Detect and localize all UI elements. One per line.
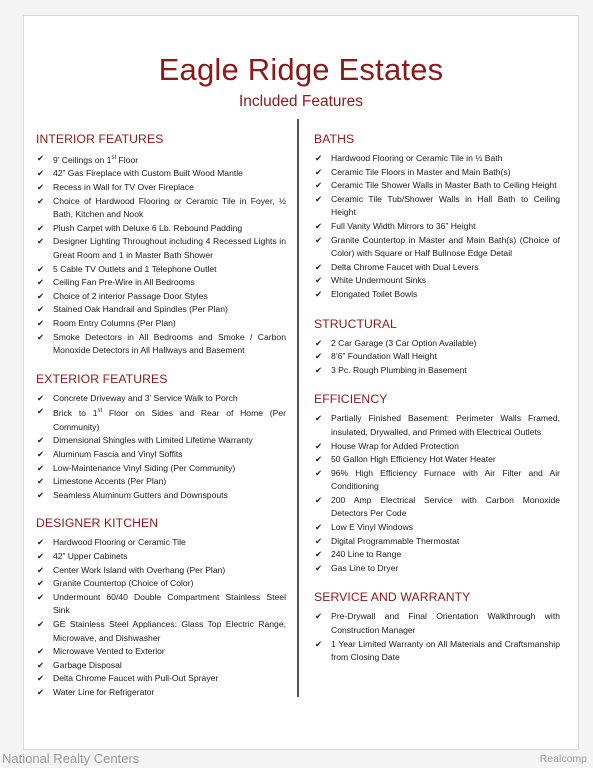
- designer-kitchen-section: [36, 516, 286, 699]
- section-title: DESIGNER KITCHEN: [36, 516, 159, 531]
- mls-watermark: Realcomp: [539, 753, 587, 765]
- checkmark-icon: ✔: [37, 618, 45, 629]
- checkmark-icon: ✔: [315, 166, 323, 177]
- feature-item: [36, 303, 286, 317]
- checkmark-icon: ✔: [315, 562, 323, 573]
- feature-item: [36, 290, 286, 304]
- checkmark-icon: ✔: [37, 578, 45, 589]
- service-warranty-section: [314, 590, 560, 664]
- checkmark-icon: ✔: [37, 168, 45, 179]
- feature-item: [314, 412, 560, 439]
- checkmark-icon: ✔: [37, 646, 45, 657]
- exterior-features-section: [36, 372, 286, 503]
- feature-text: Room Entry Columns (Per Plan): [53, 317, 176, 328]
- feature-item: [36, 235, 286, 262]
- checkmark-icon: ✔: [37, 195, 45, 206]
- feature-text: Delta Chrome Faucet with Dual Levers: [331, 261, 479, 272]
- feature-item: [314, 610, 560, 637]
- checkmark-icon: ✔: [37, 476, 45, 487]
- feature-item: [314, 193, 560, 220]
- checkmark-icon: ✔: [37, 686, 45, 697]
- feature-item: [314, 166, 560, 180]
- feature-text: Granite Countertop (Choice of Color): [53, 578, 194, 589]
- feature-text: Seamless Aluminum Gutters and Downspouts: [53, 489, 228, 500]
- feature-text: Plush Carpet with Deluxe 6 Lb. Rebound Padding: [53, 222, 243, 233]
- checkmark-icon: ✔: [315, 275, 323, 286]
- checkmark-icon: ✔: [37, 462, 45, 473]
- checkmark-icon: ✔: [315, 467, 323, 478]
- right-column: [314, 120, 560, 665]
- checkmark-icon: ✔: [315, 364, 323, 375]
- checkmark-icon: ✔: [315, 180, 323, 191]
- feature-text: White Undermount Sinks: [331, 275, 427, 286]
- checkmark-icon: ✔: [37, 550, 45, 561]
- feature-item: [314, 234, 560, 261]
- section-title: EFFICIENCY: [314, 392, 388, 407]
- feature-item: [314, 152, 560, 166]
- checkmark-icon: ✔: [37, 222, 45, 233]
- checkmark-icon: ✔: [37, 331, 45, 342]
- feature-text: Gas Line to Dryer: [331, 562, 399, 573]
- checkmark-icon: ✔: [315, 522, 323, 533]
- feature-item: [314, 548, 560, 562]
- left-column: [36, 120, 286, 700]
- feature-text: 8’6” Foundation Wall Height: [331, 351, 437, 362]
- feature-text: Stained Oak Handrail and Spindles (Per Plan): [53, 304, 228, 315]
- feature-text: 5 Cable TV Outlets and 1 Telephone Outlet: [53, 263, 217, 274]
- checkmark-icon: ✔: [37, 591, 45, 602]
- baths-section: [314, 132, 560, 302]
- feature-item: [36, 475, 286, 489]
- feature-item: [314, 261, 560, 275]
- checkmark-icon: ✔: [315, 261, 323, 272]
- checkmark-icon: ✔: [315, 454, 323, 465]
- section-title: BATHS: [314, 132, 355, 146]
- feature-item: [36, 672, 286, 686]
- feature-text: Ceramic Tile Floors in Master and Main Bath(s): [331, 166, 511, 177]
- feature-item: [36, 645, 286, 659]
- checkmark-icon: ✔: [315, 638, 323, 649]
- section-title: EXTERIOR FEATURES: [36, 371, 168, 386]
- feature-text: 1 Year Limited Warranty on All Materials and Craftsmanship from Closing Date: [331, 638, 560, 663]
- checkmark-icon: ✔: [315, 494, 323, 505]
- feature-text: Designer Lighting Throughout including 4 Recessed Lights in Great Room and 1 in Master Bath Shower: [53, 236, 286, 261]
- feature-item: [314, 179, 560, 193]
- checkmark-icon: ✔: [37, 673, 45, 684]
- feature-item: [314, 494, 560, 521]
- feature-item: [36, 591, 286, 618]
- efficiency-section: [314, 392, 560, 575]
- feature-item: [314, 535, 560, 549]
- feature-text: 42” Gas Fireplace with Custom Built Wood Mantle: [53, 168, 243, 179]
- feature-item: [314, 453, 560, 467]
- section-title: INTERIOR FEATURES: [36, 132, 164, 146]
- checkmark-icon: ✔: [315, 193, 323, 204]
- checkmark-icon: ✔: [315, 351, 323, 362]
- interior-features-section: [36, 132, 286, 358]
- checkmark-icon: ✔: [315, 535, 323, 546]
- checkmark-icon: ✔: [37, 277, 45, 288]
- feature-text: Choice of 2 interior Passage Door Styles: [53, 290, 208, 301]
- feature-text: 96% High Efficiency Furnace with Air Filter and Air Conditioning: [331, 467, 560, 492]
- feature-text: Garbage Disposal: [53, 659, 122, 670]
- feature-item: [36, 317, 286, 331]
- feature-item: [36, 618, 286, 645]
- checkmark-icon: ✔: [315, 549, 323, 560]
- feature-text: Smoke Detectors in All Bedrooms and Smoke / Carbon Monoxide Detectors in All Hallways and Basement: [53, 331, 286, 356]
- feature-text: Microwave Vented to Exterior: [53, 646, 165, 657]
- page-subtitle: Included Features: [238, 93, 364, 110]
- feature-list: [314, 337, 560, 378]
- feature-text: Center Work Island with Overhang (Per Plan): [53, 564, 226, 575]
- feature-item: [36, 276, 286, 290]
- feature-item: [36, 167, 286, 181]
- feature-text: 3 Pc. Rough Plumbing in Basement: [331, 364, 467, 375]
- feature-text: 9’ Ceilings on 1st Floor: [53, 154, 139, 165]
- feature-text: Low-Maintenance Vinyl Siding (Per Community): [53, 462, 236, 473]
- feature-text: Dimensional Shingles with Limited Lifetime Warranty: [53, 435, 253, 446]
- feature-item: [314, 274, 560, 288]
- feature-item: [314, 337, 560, 351]
- checkmark-icon: ✔: [37, 263, 45, 274]
- feature-text: Delta Chrome Faucet with Pull-Out Sprayer: [53, 673, 219, 684]
- feature-item: [314, 364, 560, 378]
- feature-text: Partially Finished Basement: Perimeter Walls Framed, insulated, Drywalled, and Primed with Electrical Outlets: [331, 413, 560, 437]
- feature-text: Low E Vinyl Windows: [331, 522, 413, 533]
- checkmark-icon: ✔: [37, 392, 45, 403]
- section-title: STRUCTURAL: [314, 316, 397, 331]
- feature-text: Full Vanity Width Mirrors to 36” Height: [331, 220, 476, 231]
- brokerage-watermark: National Realty Centers: [2, 751, 140, 766]
- feature-text: Ceramic Tile Tub/Shower Walls in Hall Bath to Ceiling Height: [331, 193, 560, 218]
- checkmark-icon: ✔: [315, 220, 323, 231]
- feature-list: [36, 392, 286, 503]
- feature-item: [314, 562, 560, 576]
- checkmark-icon: ✔: [315, 440, 323, 451]
- feature-text: 2 Car Garage (3 Car Option Available): [331, 337, 477, 348]
- feature-item: [314, 467, 560, 494]
- checkmark-icon: ✔: [37, 449, 45, 459]
- feature-item: [36, 659, 286, 673]
- feature-item: [36, 181, 286, 195]
- page-title: Eagle Ridge Estates: [158, 52, 444, 87]
- checkmark-icon: ✔: [37, 304, 45, 315]
- feature-text: Hardwood Flooring or Ceramic Tile: [53, 537, 186, 548]
- feature-item: [36, 405, 286, 434]
- feature-text: Hardwood Flooring or Ceramic Tile in ½ Bath: [331, 153, 503, 163]
- feature-item: [314, 638, 560, 665]
- checkmark-icon: ✔: [37, 406, 45, 417]
- feature-list: [36, 152, 286, 358]
- feature-sheet: [23, 15, 579, 750]
- checkmark-icon: ✔: [315, 234, 323, 245]
- checkmark-icon: ✔: [315, 413, 323, 424]
- feature-item: [36, 331, 286, 358]
- feature-item: [314, 440, 560, 454]
- feature-item: [36, 222, 286, 236]
- feature-item: [314, 288, 560, 302]
- feature-item: [314, 350, 560, 364]
- feature-item: [36, 392, 286, 406]
- feature-text: Granite Countertop in Master and Main Bath(s) (Choice of Color) with Square or Half Bullnose Edge Detail: [331, 234, 560, 259]
- checkmark-icon: ✔: [315, 611, 323, 622]
- checkmark-icon: ✔: [315, 288, 323, 299]
- structural-section: [314, 317, 560, 378]
- checkmark-icon: ✔: [37, 564, 45, 575]
- feature-text: Ceiling Fan Pre-Wire in All Bedrooms: [53, 277, 195, 288]
- checkmark-icon: ✔: [37, 182, 45, 193]
- feature-text: 200 Amp Electrical Service with Carbon Monoxide Detectors Per Code: [331, 494, 560, 519]
- feature-list: [314, 152, 560, 302]
- feature-item: [36, 434, 286, 448]
- feature-item: [314, 220, 560, 234]
- feature-text: Water Line for Refrigerator: [53, 686, 155, 697]
- checkmark-icon: ✔: [37, 537, 45, 548]
- feature-item: [36, 536, 286, 550]
- feature-item: [36, 448, 286, 462]
- feature-text: Digital Programmable Thermostat: [331, 535, 460, 546]
- feature-text: Limestone Accents (Per Plan): [53, 476, 167, 487]
- feature-item: [36, 577, 286, 591]
- feature-item: [36, 263, 286, 277]
- feature-item: [36, 462, 286, 476]
- checkmark-icon: ✔: [315, 153, 323, 163]
- checkmark-icon: ✔: [37, 153, 45, 163]
- feature-item: [36, 550, 286, 564]
- feature-text: Recess in Wall for TV Over Fireplace: [53, 182, 194, 193]
- feature-list: [36, 536, 286, 699]
- feature-text: Concrete Driveway and 3’ Service Walk to Porch: [53, 392, 238, 403]
- feature-text: Elongated Toilet Bowls: [331, 288, 418, 299]
- feature-list: [314, 610, 560, 664]
- feature-text: Ceramic Tile Shower Walls in Master Bath to Ceiling Height: [331, 180, 557, 191]
- feature-item: [36, 489, 286, 503]
- checkmark-icon: ✔: [37, 489, 45, 500]
- checkmark-icon: ✔: [315, 337, 323, 348]
- feature-text: Pre-Drywall and Final Orientation Walkthrough with Construction Manager: [331, 611, 560, 636]
- feature-item: [36, 195, 286, 222]
- feature-list: [314, 412, 560, 575]
- checkmark-icon: ✔: [37, 290, 45, 301]
- checkmark-icon: ✔: [37, 435, 45, 446]
- section-title: SERVICE AND WARRANTY: [314, 590, 471, 605]
- column-divider: [297, 119, 299, 697]
- feature-text: 42” Upper Cabinets: [53, 550, 128, 561]
- feature-text: Choice of Hardwood Flooring or Ceramic Tile in Foyer, ½ Bath, Kitchen and Nook: [53, 195, 286, 220]
- feature-text: Aluminum Fascia and Vinyl Soffits: [53, 449, 183, 459]
- checkmark-icon: ✔: [37, 659, 45, 670]
- feature-text: Brick to 1st Floor on Sides and Rear of Home (Per Community): [53, 408, 286, 432]
- checkmark-icon: ✔: [37, 236, 45, 247]
- feature-text: 50 Gallon High Efficiency Hot Water Heater: [331, 454, 496, 465]
- feature-item: [36, 686, 286, 700]
- feature-text: Undermount 60/40 Double Compartment Stainless Steel Sink: [53, 591, 286, 616]
- checkmark-icon: ✔: [37, 317, 45, 328]
- feature-text: House Wrap for Added Protection: [331, 440, 459, 451]
- feature-item: [36, 152, 286, 167]
- feature-item: [36, 564, 286, 578]
- feature-text: 240 Line to Range: [331, 549, 402, 560]
- feature-text: GE Stainless Steel Appliances: Glass Top Electric Range, Microwave, and Dishwasher: [53, 618, 286, 643]
- feature-item: [314, 521, 560, 535]
